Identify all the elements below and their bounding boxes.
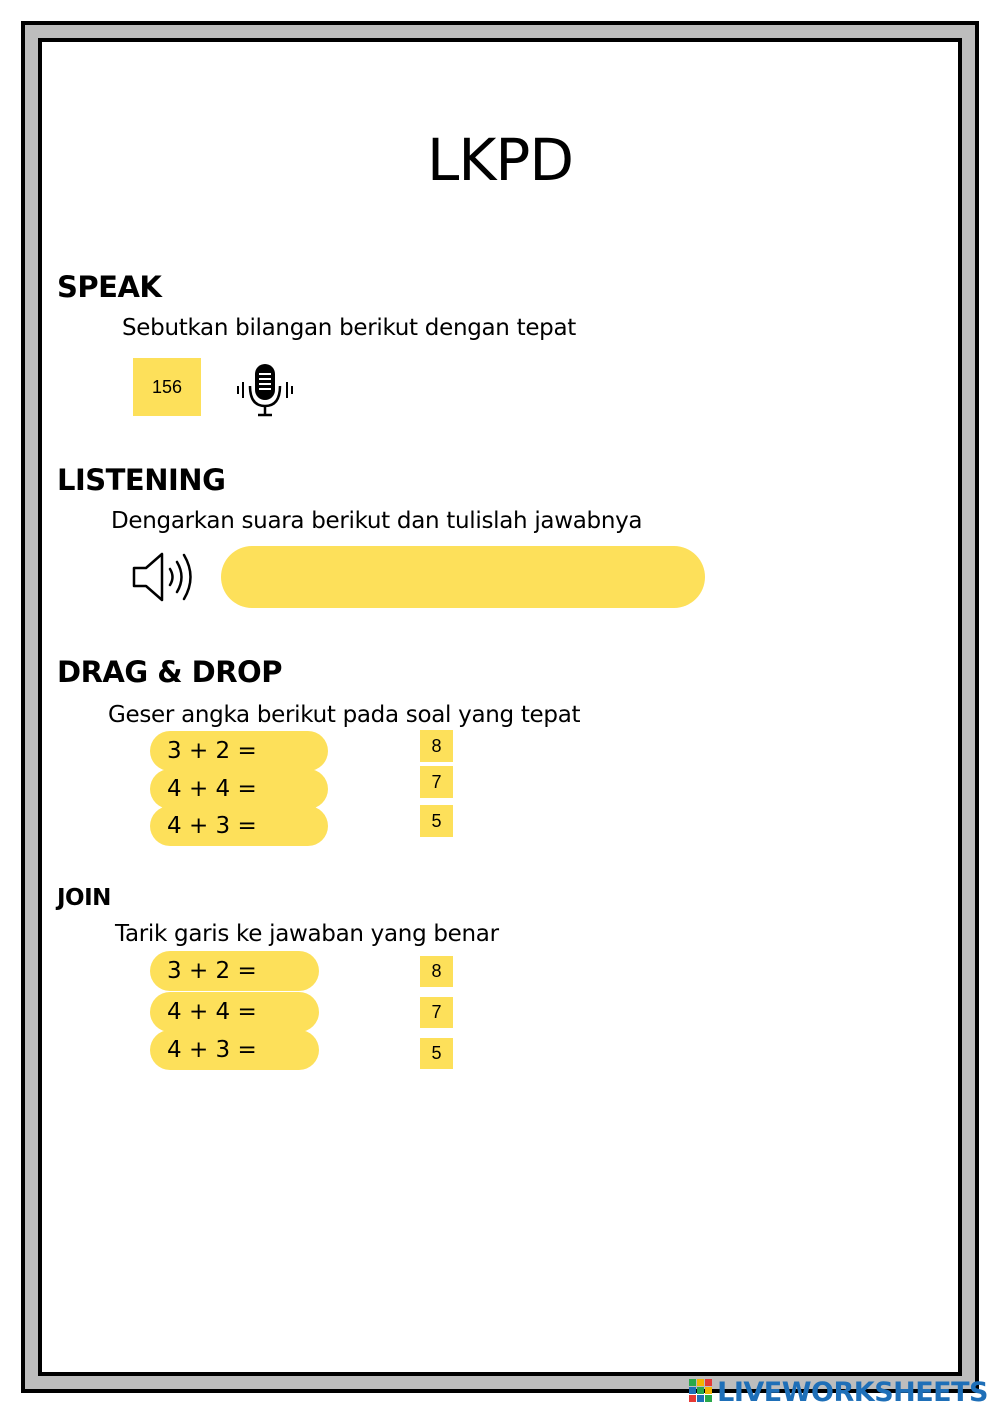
speak-heading: SPEAK: [57, 270, 162, 304]
speaker-icon[interactable]: [130, 550, 200, 604]
drag-drop-question[interactable]: 4 + 3 =: [150, 806, 328, 846]
join-answer-tile[interactable]: 5: [420, 1038, 453, 1069]
join-instruction: Tarik garis ke jawaban yang benar: [115, 921, 499, 947]
drag-drop-answer-tile[interactable]: 8: [420, 730, 453, 762]
join-answer-tile[interactable]: 8: [420, 956, 453, 987]
drag-drop-instruction: Geser angka berikut pada soal yang tepat: [108, 702, 581, 728]
join-question[interactable]: 4 + 3 =: [150, 1030, 319, 1070]
drag-drop-heading: DRAG & DROP: [57, 655, 282, 689]
speak-instruction: Sebutkan bilangan berikut dengan tepat: [122, 315, 576, 341]
join-answer-tile[interactable]: 7: [420, 997, 453, 1028]
listening-heading: LISTENING: [57, 463, 226, 497]
join-heading: JOIN: [57, 885, 111, 911]
join-question[interactable]: 4 + 4 =: [150, 992, 319, 1032]
drag-drop-question[interactable]: 3 + 2 =: [150, 731, 328, 771]
drag-drop-question[interactable]: 4 + 4 =: [150, 769, 328, 809]
join-question[interactable]: 3 + 2 =: [150, 951, 319, 991]
page-title: LKPD: [427, 126, 573, 194]
drag-drop-answer-tile[interactable]: 5: [420, 805, 453, 837]
liveworksheets-footer: [689, 1377, 988, 1408]
listening-answer-input[interactable]: [221, 546, 705, 608]
listening-instruction: Dengarkan suara berikut dan tulislah jawabnya: [111, 508, 643, 534]
liveworksheets-brand: LIVEWORKSHEETS: [717, 1377, 988, 1408]
drag-drop-answer-tile[interactable]: 7: [420, 766, 453, 798]
speak-number-box: 156: [133, 358, 201, 416]
liveworksheets-logo-icon: [689, 1379, 713, 1407]
microphone-icon[interactable]: [236, 362, 294, 418]
